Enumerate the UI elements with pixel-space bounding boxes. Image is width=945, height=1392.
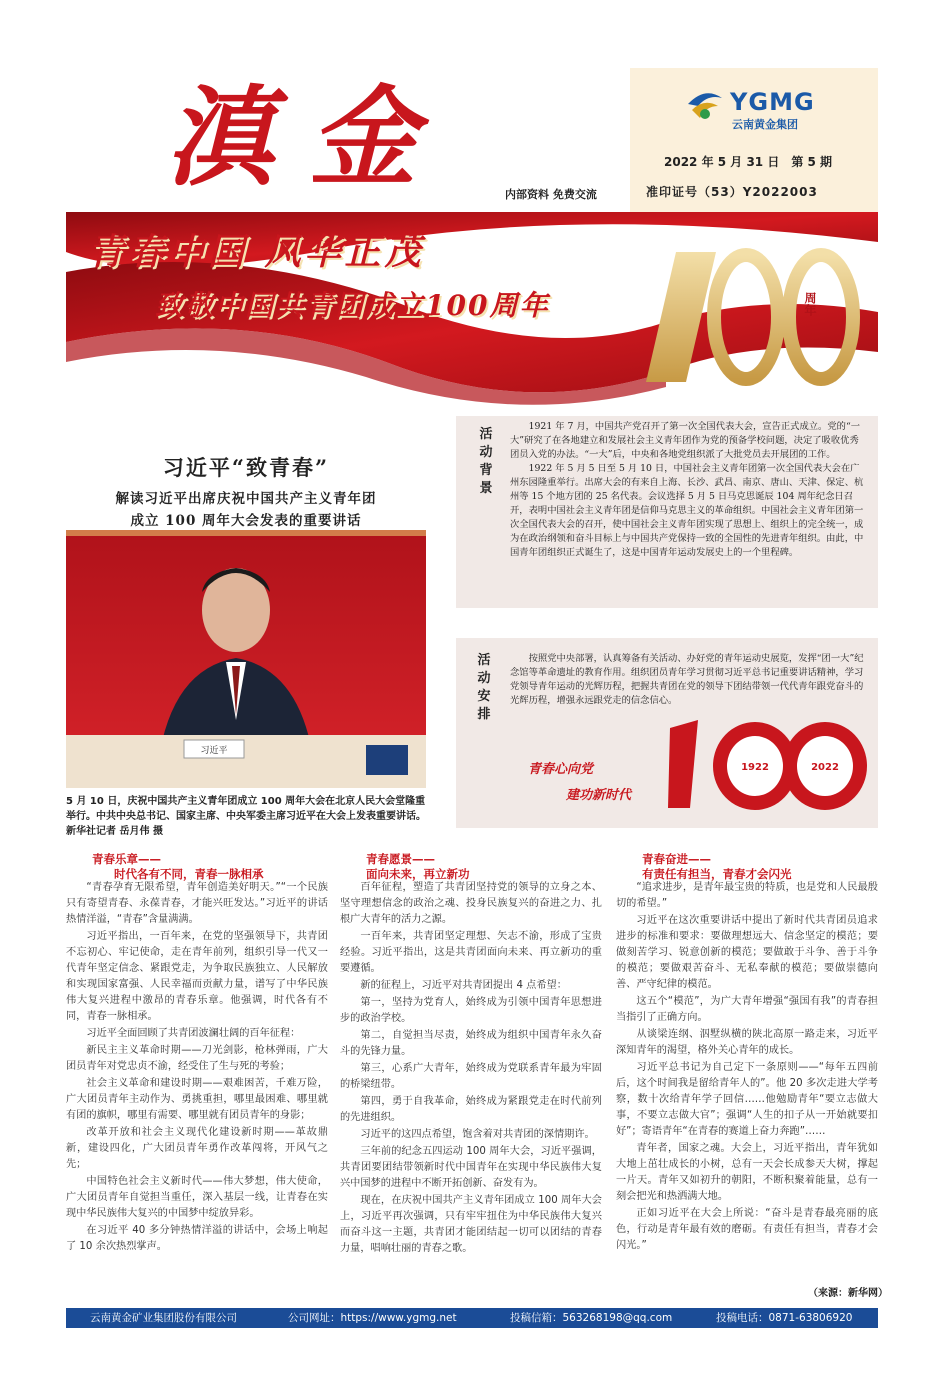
footer-phone: 投稿电话：0871-63806920 bbox=[716, 1312, 853, 1324]
year-start: 1922 bbox=[741, 762, 769, 773]
paragraph: 习近平指出，一百年来，在党的坚强领导下，共青团不忘初心、牢记使命，走在青年前列，组织引导一代又一代青年坚定信念、紧跟党走，为争取民族独立、人民解放和实现国家富强、人民幸福而贡献力量，谱写了中华民族伟大复兴进程中激昂的青春乐章。他强调，时代各有不同，青春一脉相承。 bbox=[66, 931, 328, 1022]
background-paragraph: 1921 年 7 月，中国共产党召开了第一次全国代表大会，宣告正式成立。党的“一大”研究了在各地建立和发展社会主义青年团作为党的预备学校问题，决定了吸收优秀团员入党的办法。“一大”后，中央和各地党组织派了大批党员去开展团的工作。 bbox=[510, 421, 860, 460]
plan-text bbox=[510, 652, 866, 708]
paragraph: 一百年来，共青团坚定理想、矢志不渝，形成了宝贵经验。习近平指出，这是共青团面向未来、再立新功的重要遵循。 bbox=[340, 931, 602, 974]
paragraph: 习近平在这次重要讲话中提出了新时代共青团员追求进步的标准和要求：要做理想远大、信念坚定的模范；要做刻苦学习、锐意创新的模范；要做敢于斗争、善于斗争的模范；要做艰苦奋斗、无私奉献的模范；要做崇德向善、严守纪律的模范。 bbox=[616, 915, 878, 990]
heading-line-1: 青春愿景—— bbox=[366, 852, 435, 866]
heading-line-2: 时代各有不同，青春一脉相承 bbox=[114, 867, 264, 881]
background-paragraph: 1922 年 5 月 5 日至 5 月 10 日，中国社会主义青年团第一次全国代表大会在广州东园隆重举行。出席大会的有来自上海、长沙、武昌、南京、唐山、天津、保定、杭州等 15 个地方团的 25 名代表。会议选择 5 月 5 日马克思诞辰 104 周年纪念日召开，表明中国社会主义青年团是信仰马克思主义的革命组织。中国社会主义青年团第一次全国代表大会的召开，使中国社会主义青年团实现了思想上、组织上的完全统一，成为在政治纲领和奋斗目标上与中国共产党保持一致的全国性的先进青年组织。由此，中国青年团组织正式诞生了，这是中国青年运动发展史上的一个里程碑。 bbox=[510, 463, 864, 558]
subheadline-line-2: 成立 100 周年大会发表的重要讲话 bbox=[130, 513, 362, 529]
paragraph: “追求进步，是青年最宝贵的特质，也是党和人民最殷切的希望。” bbox=[616, 882, 878, 909]
footer-company: 云南黄金矿业集团股份有限公司 bbox=[90, 1312, 237, 1324]
article-column-1 bbox=[66, 880, 328, 1256]
issue-permit: 准印证号（53）Y2022003 bbox=[646, 185, 818, 199]
feature-photo bbox=[66, 530, 426, 788]
plan-label: 活动安排 bbox=[477, 653, 491, 722]
article-column-2 bbox=[340, 880, 602, 1258]
banner-badge: 周年 bbox=[803, 292, 817, 316]
footer-email[interactable]: 投稿信箱：563268198@qq.com bbox=[510, 1312, 673, 1324]
paragraph: 中国特色社会主义新时代——伟大梦想，伟大使命，广大团员青年自觉担当重任，深入基层一线，让青春在实现中华民族伟大复兴的中国梦中绽放异彩。 bbox=[66, 1176, 328, 1219]
subheadline-line-1: 解读习近平出席庆祝中国共产主义青年团 bbox=[115, 491, 377, 507]
banner-subtitle: 致敬中国共青团成立100周年 bbox=[155, 289, 550, 322]
year-end: 2022 bbox=[811, 762, 839, 773]
masthead-note: 内部资料 免费交流 bbox=[505, 188, 597, 201]
paragraph: 习近平的这四点希望，饱含着对共青团的深情期许。 bbox=[360, 1129, 595, 1140]
paragraph: 第三，心系广大青年，始终成为党联系青年最为牢固的桥梁纽带。 bbox=[340, 1063, 602, 1090]
masthead-title: 滇金 bbox=[165, 75, 454, 201]
paragraph: 三年前的纪念五四运动 100 周年大会，习近平强调，共青团要团结带领新时代中国青年在实现中华民族伟大复兴中国梦的进程中不断开拓创新、奋发有为。 bbox=[340, 1146, 602, 1189]
paragraph: 习近平总书记为自己定下一条原则——“每年五四前后，这个时间我是留给青年人的”。他 20 多次走进大学考察，数十次给青年学子回信……他勉励青年“要立志做大事，不要立志做大官”；强调“人生的扣子从一开始就要扣好”；寄语青年“在青春的赛道上奋力奔跑”…… bbox=[616, 1062, 878, 1137]
plan-slogan-2: 建功新时代 bbox=[566, 788, 632, 803]
paragraph: 新的征程上，习近平对共青团提出 4 点希望： bbox=[360, 980, 567, 991]
background-label: 活动背景 bbox=[479, 427, 493, 496]
photo-caption: 5 月 10 日，庆祝中国共产主义青年团成立 100 周年大会在北京人民大会堂隆重举行。中共中央总书记、国家主席、中央军委主席习近平在大会上发表重要讲话。新华社记者 岳月伟 摄 bbox=[66, 796, 426, 837]
heading-line-1: 青春乐章—— bbox=[92, 852, 161, 866]
paragraph: 青年者，国家之魂。大会上，习近平指出，青年犹如大地上茁壮成长的小树，总有一天会长成参天大树，撑起一片天。青年又如初升的朝阳，不断积聚着能量，总有一刻会把光和热洒满大地。 bbox=[616, 1143, 878, 1202]
feature-subheadline bbox=[66, 488, 426, 532]
heading-line-1: 青春奋进—— bbox=[642, 852, 711, 866]
feature-headline: 习近平“致青春” bbox=[162, 455, 330, 480]
background-text bbox=[510, 420, 866, 560]
ygmg-logo-icon bbox=[684, 84, 726, 126]
paragraph: 改革开放和社会主义现代化建设新时期——革故鼎新，建设四化，广大团员青年勇作改革闯将，开风气之先； bbox=[66, 1127, 328, 1170]
paragraph: 在习近平 40 多分钟热情洋溢的讲话中，会场上响起了 10 余次热烈掌声。 bbox=[66, 1225, 328, 1252]
paragraph: 现在，在庆祝中国共产主义青年团成立 100 周年大会上，习近平再次强调，只有牢牢扭住为中华民族伟大复兴而奋斗这一主题，共青团才能团结起一切可以团结的青春力量，唱响壮丽的青春之歌。 bbox=[340, 1195, 602, 1254]
paragraph: 社会主义革命和建设时期——艰难困苦，千难万险，广大团员青年主动作为、勇挑重担，哪里最困难、哪里就有团的旗帜，哪里有需要、哪里就有团员青年的身影； bbox=[66, 1078, 328, 1121]
banner-main-title: 青春中国 风华正茂 bbox=[88, 231, 425, 273]
article-source: （来源：新华网） bbox=[808, 1288, 888, 1299]
column-2-heading bbox=[366, 852, 470, 882]
footer-website[interactable]: 公司网址：https://www.ygmg.net bbox=[288, 1312, 457, 1324]
heading-line-2: 有责任有担当，青春才会闪光 bbox=[642, 867, 792, 881]
speaker-photo-illustration bbox=[66, 530, 426, 788]
plan-paragraph: 按照党中央部署，认真筹备有关活动、办好党的青年运动史展览，发挥“团一大”纪念馆等革命遗址的教育作用。组织团员青年学习贯彻习近平总书记重要讲话精神，学习党领导青年运动的光辉历程，把握共青团在党的领导下团结带领一代代青年跟党奋斗的光辉历程，增强永远跟党走的信念信心。 bbox=[510, 653, 864, 706]
logo-text: YGMG bbox=[730, 88, 815, 116]
paragraph: 习近平全面回顾了共青团波澜壮阔的百年征程： bbox=[86, 1028, 301, 1039]
paragraph: 第四，勇于自我革命，始终成为紧跟党走在时代前列的先进组织。 bbox=[340, 1096, 602, 1123]
paragraph: 从谈梁连纲、泅墅纵横的陕北高原一路走来，习近平深知青年的渴望，格外关心青年的成长。 bbox=[616, 1029, 878, 1056]
anniversary-100-graphic bbox=[660, 708, 870, 818]
plan-slogan-1: 青春心向党 bbox=[528, 762, 594, 777]
paragraph: 正如习近平在大会上所说：“奋斗是青春最亮丽的底色，行动是青年最有效的磨砺。有责任有担当，青春才会闪光。” bbox=[616, 1208, 878, 1251]
heading-line-2: 面向未来，再立新功 bbox=[366, 867, 470, 881]
logo-subtitle: 云南黄金集团 bbox=[732, 118, 798, 131]
article-column-3 bbox=[616, 880, 878, 1255]
paragraph: 新民主主义革命时期——刀光剑影，枪林弹雨，广大团员青年对党忠贞不渝，经受住了生与死的考验； bbox=[66, 1045, 328, 1072]
paragraph: 百年征程，塑造了共青团坚持党的领导的立身之本、坚守理想信念的政治之魂、投身民族复兴的奋进之力、扎根广大青年的活力之源。 bbox=[340, 882, 602, 925]
paragraph: 第一，坚持为党育人，始终成为引领中国青年思想进步的政治学校。 bbox=[340, 997, 602, 1024]
column-3-heading bbox=[642, 852, 792, 882]
issue-date: 2022 年 5 月 31 日 第 5 期 bbox=[664, 155, 833, 169]
paragraph: 第二，自觉担当尽责，始终成为组织中国青年永久奋斗的先锋力量。 bbox=[340, 1030, 602, 1057]
nameplate-text: 习近平 bbox=[200, 746, 228, 756]
footer-bar bbox=[66, 1308, 878, 1328]
column-1-heading bbox=[92, 852, 264, 882]
paragraph: “青春孕育无限希望，青年创造美好明天。”“一个民族只有寄望青春、永葆青春，才能兴旺发达。”习近平的讲话热情洋溢，“青春”含量满满。 bbox=[66, 882, 328, 925]
paragraph: 这五个“模范”，为广大青年增强“强国有我”的青春担当指引了正确方向。 bbox=[616, 996, 878, 1023]
